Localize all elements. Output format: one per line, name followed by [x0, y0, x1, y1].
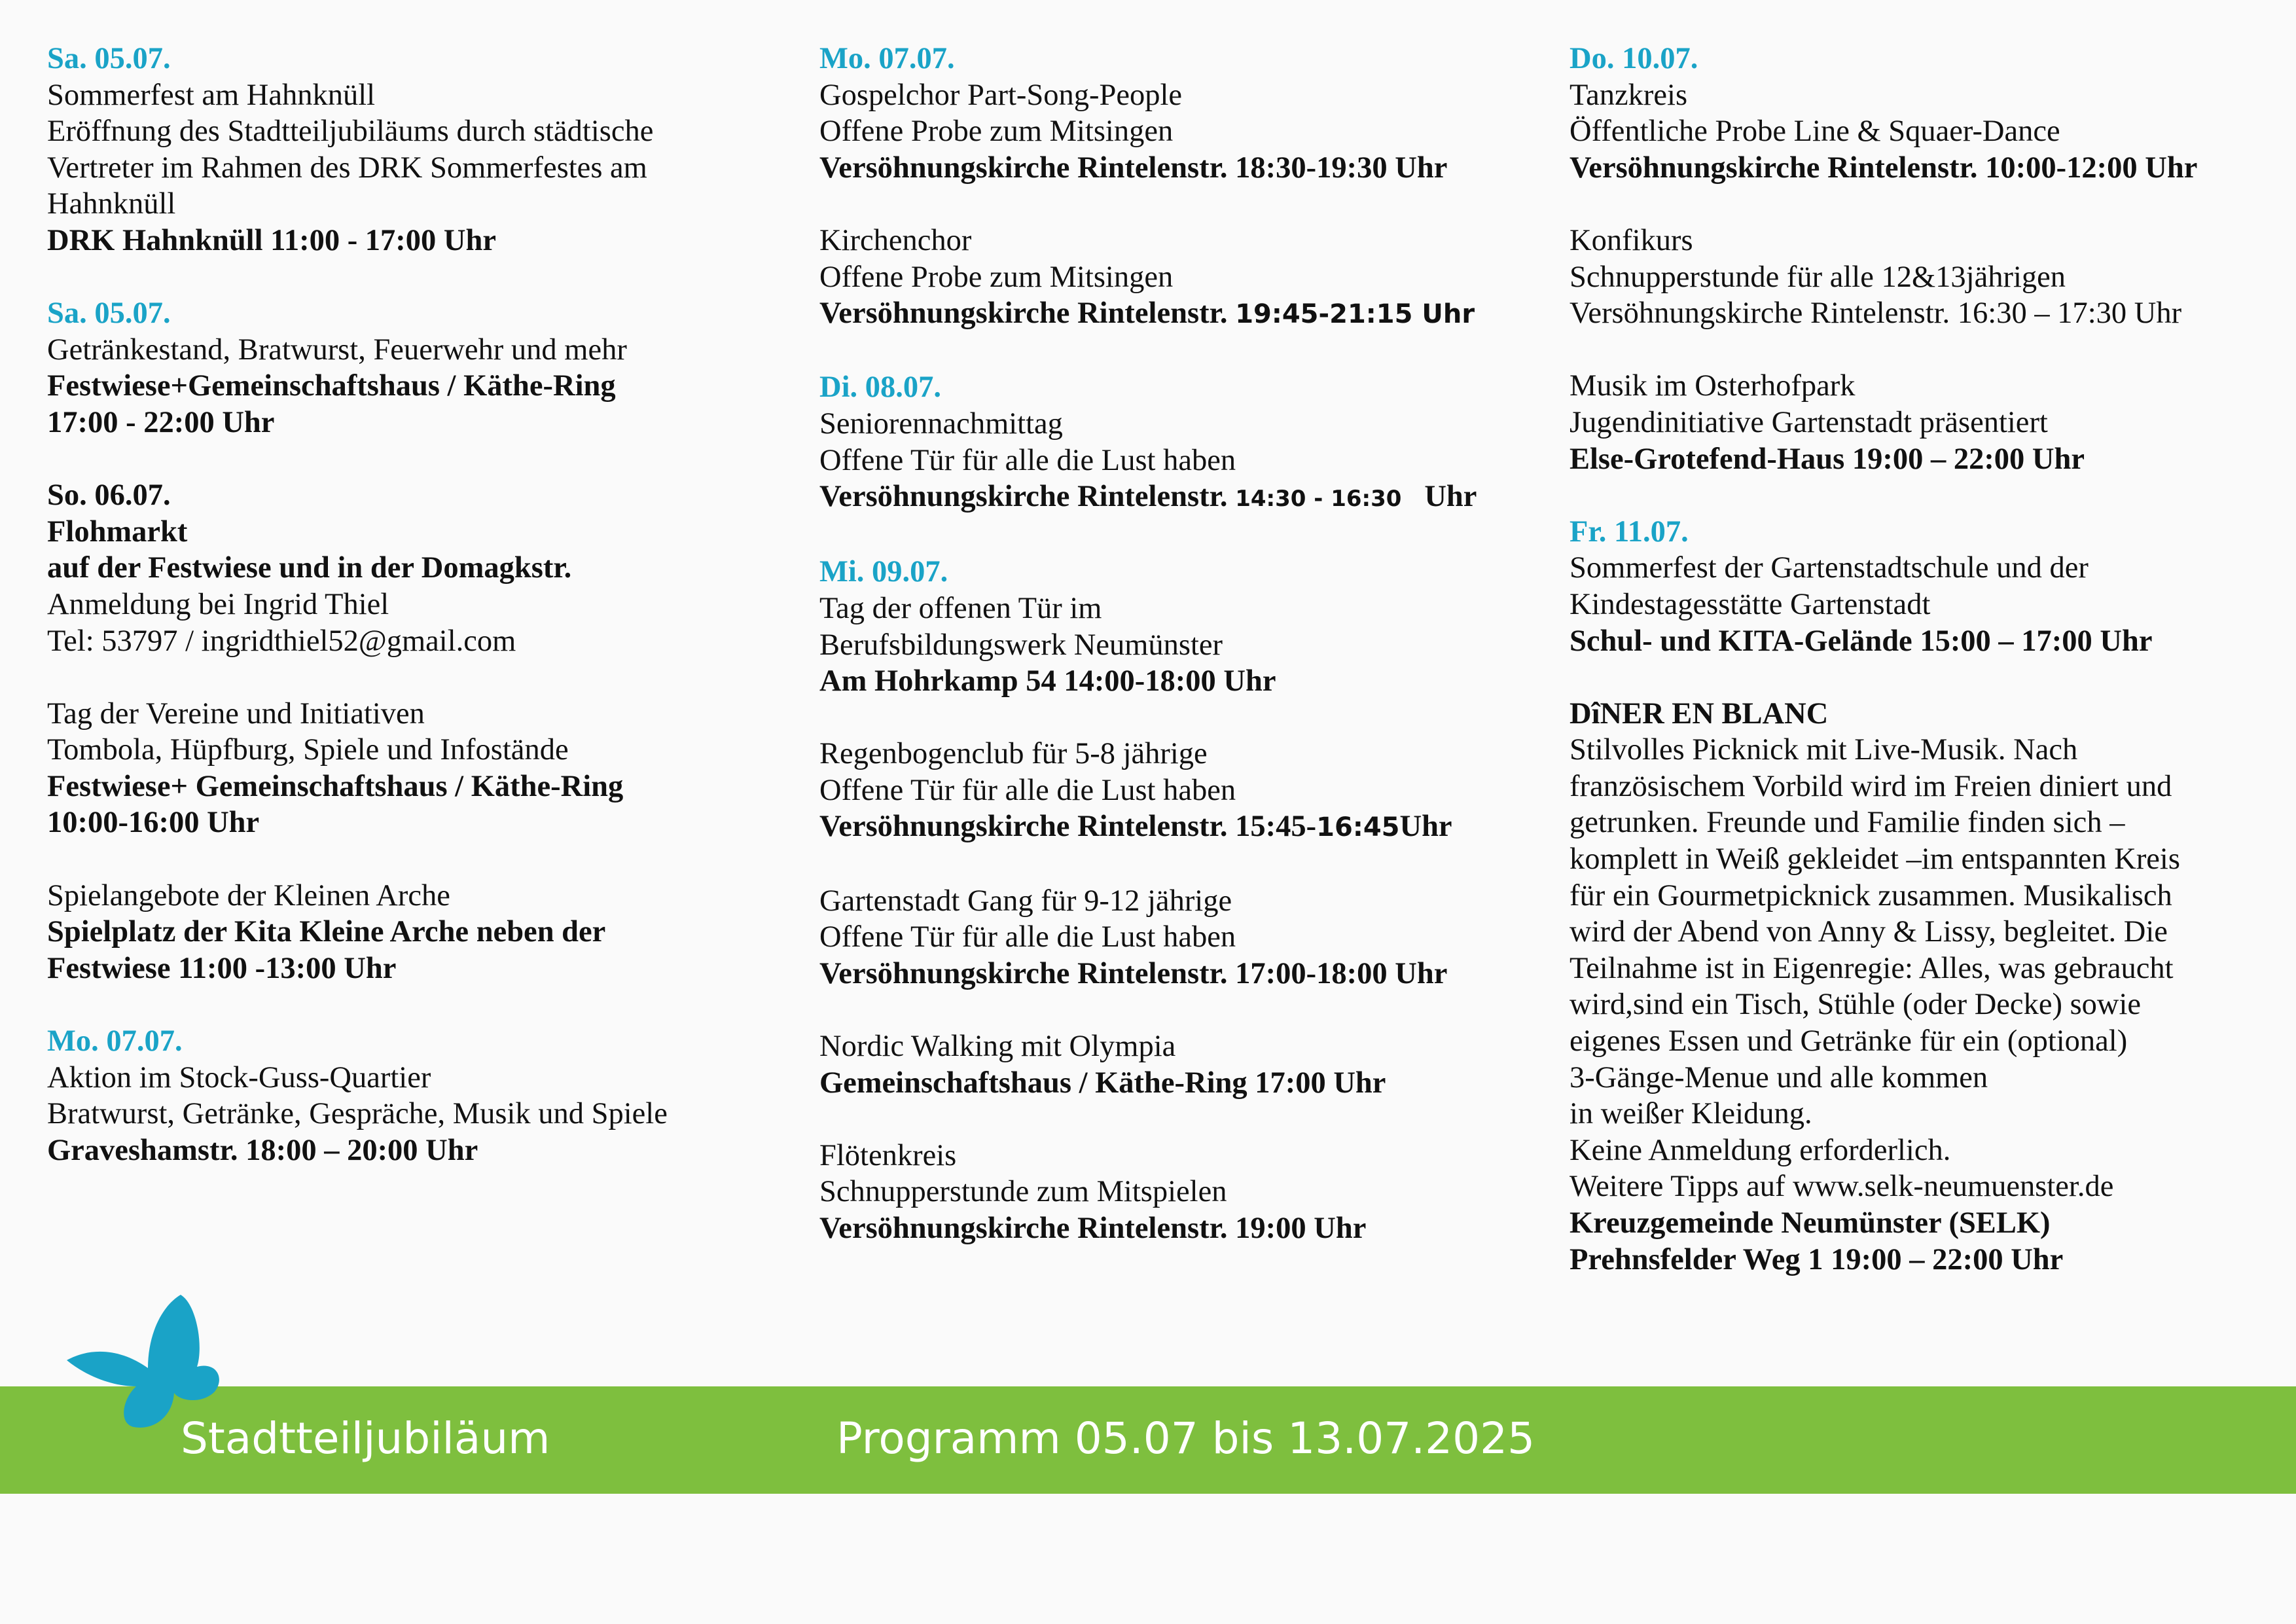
event-line: Regenbogenclub für 5-8 jährige [819, 737, 1208, 771]
butterfly-icon [63, 1288, 226, 1432]
event-line [819, 808, 1552, 846]
event-line: Nordic Walking mit Olympia [819, 1030, 1176, 1064]
event-block [47, 295, 780, 441]
event-line: Konfikurs [1570, 223, 1693, 257]
event-date: Do. 10.07. [1570, 42, 1698, 75]
event-line: in weißer Kleidung. [1570, 1097, 1812, 1131]
event-line: Versöhnungskirche Rintelenstr. 10:00-12:00 Uhr [1570, 151, 2198, 185]
event-date: Sa. 05.07. [47, 42, 171, 75]
event-line: Spielplatz der Kita Kleine Arche neben der [47, 915, 606, 949]
event-line: Graveshamstr. 18:00 – 20:00 Uhr [47, 1133, 478, 1167]
event-line: Tag der offenen Tür im [819, 591, 1102, 625]
event-line-part: Uhr [1401, 480, 1477, 514]
event-date: Fr. 11.07. [1570, 514, 1689, 549]
event-line: Flötenkreis [819, 1138, 957, 1172]
event-line: Öffentliche Probe Line & Squaer-Dance [1570, 115, 2060, 149]
event-date: Mo. 07.07. [47, 1024, 183, 1058]
event-line [819, 295, 1552, 333]
event-line: wird,sind ein Tisch, Stühle (oder Decke) sowie [1570, 988, 2142, 1022]
event-block [1570, 41, 2289, 186]
event-line: Hahnknüll [47, 187, 176, 221]
event-line: Am Hohrkamp 54 14:00-18:00 Uhr [819, 664, 1276, 698]
event-line: Jugendinitiative Gartenstadt präsentiert [1570, 405, 2048, 439]
event-line: Else-Grotefend-Haus 19:00 – 22:00 Uhr [1570, 442, 2085, 476]
event-line: Aktion im Stock-Guss-Quartier [47, 1060, 431, 1094]
event-line: Schnupperstunde für alle 12&13jährigen [1570, 260, 2066, 294]
event-line: Kirchenchor [819, 223, 972, 257]
event-line: Offene Tür für alle die Lust haben [819, 773, 1236, 807]
event-line: 3-Gänge-Menue und alle kommen [1570, 1060, 1988, 1094]
event-block [1570, 368, 2289, 477]
event-line: für ein Gourmetpicknick zusammen. Musikalisch [1570, 878, 2172, 912]
event-line-part: Versöhnungskirche Rintelenstr. [819, 297, 1236, 331]
program-column-2 [819, 41, 1552, 1283]
event-line [819, 478, 1552, 518]
event-date: Mo. 07.07. [819, 42, 955, 75]
event-line: 17:00 - 22:00 Uhr [47, 405, 275, 439]
event-line: Schul- und KITA-Gelände 15:00 – 17:00 Uhr [1570, 624, 2153, 658]
footer-program-dates: Programm 05.07 bis 13.07.2025 [836, 1413, 1535, 1464]
event-line: DîNER EN BLANC [1570, 696, 1829, 731]
event-line: Schnupperstunde zum Mitspielen [819, 1175, 1227, 1209]
program-column-3 [1570, 41, 2289, 1314]
event-line: Tombola, Hüpfburg, Spiele und Infostände [47, 733, 569, 767]
event-line: komplett in Weiß gekleidet –im entspannten Kreis [1570, 842, 2180, 876]
event-line: 10:00-16:00 Uhr [47, 806, 260, 840]
event-line: getrunken. Freunde und Familie finden sich – [1570, 806, 2125, 840]
footer-title: Stadtteiljubiläum [181, 1413, 550, 1464]
program-column-1 [47, 41, 780, 1205]
event-line: Gospelchor Part-Song-People [819, 78, 1183, 112]
event-line-part: 16:45 [1316, 812, 1400, 843]
event-block [47, 878, 780, 987]
event-line-part: Versöhnungskirche Rintelenstr. [819, 480, 1236, 514]
event-line: Weitere Tipps auf www.selk-neumuenster.de [1570, 1170, 2114, 1204]
event-line: Gartenstadt Gang für 9-12 jährige [819, 884, 1232, 918]
event-date: Mi. 09.07. [819, 555, 948, 589]
event-line: Prehnsfelder Weg 1 19:00 – 22:00 Uhr [1570, 1242, 2064, 1276]
event-line: Festwiese+Gemeinschaftshaus / Käthe-Ring [47, 369, 616, 403]
event-line: Musik im Osterhofpark [1570, 369, 1856, 403]
event-line: Teilnahme ist in Eigenregie: Alles, was gebraucht [1570, 951, 2174, 985]
event-date: Di. 08.07. [819, 370, 941, 405]
event-line: Bratwurst, Getränke, Gespräche, Musik und Spiele [47, 1097, 668, 1131]
event-line: Festwiese+ Gemeinschaftshaus / Käthe-Ring [47, 769, 624, 803]
event-block [819, 1028, 1552, 1101]
event-block [819, 883, 1552, 992]
event-line-part: Uhr [1399, 810, 1452, 844]
event-line: Vertreter im Rahmen des DRK Sommerfestes am [47, 151, 647, 185]
event-line: Versöhnungskirche Rintelenstr. 16:30 – 17:30 Uhr [1570, 297, 2182, 331]
event-line: Eröffnung des Stadtteiljubiläums durch städtische [47, 115, 654, 149]
event-line: Versöhnungskirche Rintelenstr. 19:00 Uhr [819, 1212, 1367, 1245]
event-line: Kreuzgemeinde Neumünster (SELK) [1570, 1206, 2051, 1240]
event-block [1570, 696, 2289, 1278]
event-line: Versöhnungskirche Rintelenstr. 18:30-19:30 Uhr [819, 151, 1448, 185]
event-block [1570, 223, 2289, 332]
event-block [47, 41, 780, 259]
event-block [1570, 514, 2289, 659]
event-line: Kindestagesstätte Gartenstadt [1570, 587, 1931, 621]
event-line: Stilvolles Picknick mit Live-Musik. Nach [1570, 733, 2078, 767]
event-line: Anmeldung bei Ingrid Thiel [47, 587, 389, 621]
event-block [819, 1138, 1552, 1247]
event-line: Spielangebote der Kleinen Arche [47, 878, 450, 912]
event-block [819, 736, 1552, 846]
event-line: Flohmarkt [47, 514, 188, 549]
event-block [819, 223, 1552, 333]
event-block [819, 554, 1552, 699]
event-line: Sommerfest der Gartenstadtschule und der [1570, 551, 2089, 585]
event-line: eigenes Essen und Getränke für ein (optional) [1570, 1024, 2128, 1058]
event-line: Tel: 53797 / ingridthiel52@gmail.com [47, 624, 516, 658]
event-line: Offene Tür für alle die Lust haben [819, 443, 1236, 477]
event-line: Keine Anmeldung erforderlich. [1570, 1133, 1951, 1167]
event-line: wird der Abend von Anny & Lissy, begleitet. Die [1570, 915, 2168, 949]
event-line: Berufsbildungswerk Neumünster [819, 628, 1223, 662]
event-line: Offene Probe zum Mitsingen [819, 260, 1174, 294]
event-line: Versöhnungskirche Rintelenstr. 17:00-18:00 Uhr [819, 956, 1448, 990]
event-line-part: 14:30 - 16:30 [1235, 486, 1402, 513]
event-line-part: Versöhnungskirche Rintelenstr. 15:45- [819, 810, 1317, 844]
event-line: Tag der Vereine und Initiativen [47, 696, 425, 731]
event-line: Sommerfest am Hahnknüll [47, 78, 376, 112]
event-block [819, 41, 1552, 186]
event-line: auf der Festwiese und in der Domagkstr. [47, 551, 572, 585]
event-line: französischem Vorbild wird im Freien diniert und [1570, 769, 2172, 803]
event-block [47, 477, 780, 659]
event-block [47, 1023, 780, 1168]
butterfly-shape [67, 1295, 219, 1428]
event-block [819, 369, 1552, 517]
event-line: Offene Tür für alle die Lust haben [819, 920, 1236, 954]
event-line: Seniorennachmittag [819, 406, 1063, 441]
event-line: Festwiese 11:00 -13:00 Uhr [47, 951, 397, 985]
event-line-part: 19:45-21:15 Uhr [1235, 299, 1475, 330]
event-line: DRK Hahnknüll 11:00 - 17:00 Uhr [47, 223, 496, 257]
event-line: Gemeinschaftshaus / Käthe-Ring 17:00 Uhr [819, 1066, 1386, 1100]
event-block [47, 696, 780, 841]
event-line: Tanzkreis [1570, 78, 1688, 112]
event-date: So. 06.07. [47, 478, 171, 513]
event-line: Offene Probe zum Mitsingen [819, 115, 1174, 149]
event-line: Getränkestand, Bratwurst, Feuerwehr und mehr [47, 333, 627, 367]
event-date: Sa. 05.07. [47, 297, 171, 331]
